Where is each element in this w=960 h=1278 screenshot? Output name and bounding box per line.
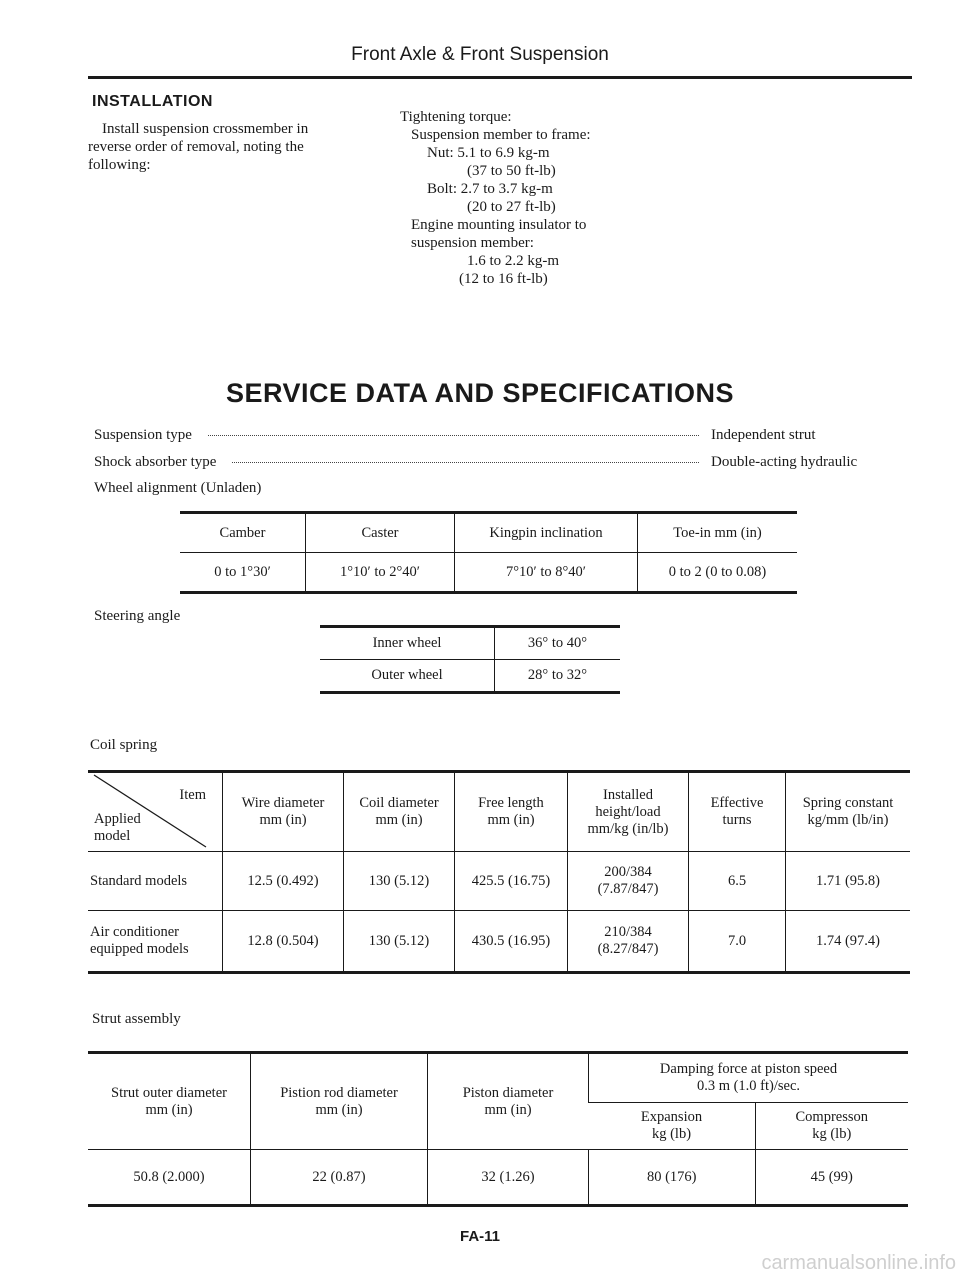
alignment-value: 0 to 2 (0 to 0.08) (638, 553, 798, 593)
alignment-value: 7°10′ to 8°40′ (455, 553, 638, 593)
header-line: Effective (710, 795, 764, 811)
corner-model-line: model (94, 828, 131, 844)
alignment-header: Camber (180, 513, 306, 553)
header-line: height/load (595, 803, 661, 820)
header-line: kg/mm (lb/in) (807, 812, 889, 828)
coil-diameter: 130 (5.12) (344, 911, 455, 973)
coil-spring-label: Coil spring (90, 737, 158, 753)
steering-outer-label: Outer wheel (320, 660, 495, 693)
installed-line: (7.87/847) (597, 881, 659, 897)
service-data-heading: SERVICE DATA AND SPECIFICATIONS (225, 378, 735, 408)
shock-absorber-row (94, 454, 869, 471)
torque-engine-value: 1.6 to 2.2 kg-m (467, 253, 560, 269)
table-row (88, 911, 910, 973)
torque-member-label: Suspension member to frame: (411, 127, 591, 143)
strut-assembly-table (88, 1051, 908, 1207)
header-line: mm (in) (487, 812, 535, 828)
installation-line: following: (88, 157, 151, 173)
header-line: kg (lb) (651, 1126, 692, 1142)
alignment-value: 0 to 1°30′ (180, 553, 306, 593)
suspension-type-label: Suspension type (94, 427, 192, 443)
strut-header-outer (88, 1053, 251, 1150)
header-rule (88, 76, 912, 79)
header-line: 0.3 m (1.0 ft)/sec. (696, 1078, 801, 1094)
installed-line: 210/384 (604, 924, 652, 940)
steering-inner-label: Inner wheel (320, 627, 495, 660)
table-row (88, 1150, 908, 1206)
steering-angle-table (320, 625, 620, 694)
header-line: mm (in) (145, 1101, 193, 1118)
header-line: Pistion rod diameter (280, 1084, 398, 1101)
torque-nut: Nut: 5.1 to 6.9 kg-m (427, 145, 550, 161)
strut-rod-value: 22 (0.87) (251, 1150, 428, 1206)
suspension-type-value: Independent strut (711, 427, 816, 443)
shock-absorber-label: Shock absorber type (94, 454, 217, 470)
coil-turns: 7.0 (689, 911, 786, 973)
torque-engine-label: Engine mounting insulator to (411, 217, 587, 233)
installation-heading: INSTALLATION (92, 93, 213, 110)
coil-wire: 12.5 (0.492) (223, 852, 344, 911)
corner-item-label: Item (179, 787, 206, 803)
installed-line: 200/384 (604, 864, 652, 880)
model-line: equipped models (90, 941, 189, 957)
watermark: carmanualsonline.info (761, 1252, 956, 1274)
strut-header-rod (251, 1053, 428, 1150)
coil-spring-table (88, 770, 910, 974)
header-line: turns (722, 812, 752, 828)
strut-assembly-label: Strut assembly (92, 1011, 181, 1027)
header-line: Wire diameter (241, 795, 325, 811)
steering-outer-value: 28° to 32° (495, 660, 621, 693)
tightening-torque-block (400, 108, 591, 288)
steering-angle-label: Steering angle (94, 608, 181, 624)
leader-dots (232, 462, 699, 463)
coil-installed (568, 852, 689, 911)
header-line: Damping force at piston speed (659, 1061, 838, 1077)
header-line: mm (in) (259, 812, 307, 828)
installation-line: reverse order of removal, noting the (88, 139, 304, 155)
torque-engine-ftlb: (12 to 16 ft-lb) (459, 271, 548, 287)
header-line: Strut outer diameter (111, 1084, 227, 1101)
strut-header-compression (755, 1103, 908, 1150)
coil-diameter: 130 (5.12) (344, 852, 455, 911)
strut-piston-value: 32 (1.26) (428, 1150, 589, 1206)
header-line: Compresson (795, 1109, 868, 1125)
page-header-title: Front Axle & Front Suspension (351, 44, 609, 65)
strut-header-expansion (589, 1103, 756, 1150)
model-line: Air conditioner (90, 924, 179, 940)
item-model-diagonal (88, 773, 222, 851)
leader-dots (208, 435, 699, 436)
header-line: mm (in) (375, 812, 423, 828)
coil-model: Standard models (88, 852, 223, 911)
coil-free-length: 430.5 (16.95) (455, 911, 568, 973)
wheel-alignment-table (180, 511, 797, 594)
installation-line: Install suspension crossmember in (102, 121, 309, 137)
page-number: FA-11 (459, 1228, 501, 1245)
header-line: mm (in) (484, 1101, 532, 1118)
coil-wire: 12.8 (0.504) (223, 911, 344, 973)
header-line: Expansion (640, 1109, 703, 1125)
header-line: Free length (478, 795, 544, 811)
coil-turns: 6.5 (689, 852, 786, 911)
header-line: Piston diameter (462, 1084, 554, 1101)
coil-header-free (455, 772, 568, 852)
strut-expansion-value: 80 (176) (589, 1150, 756, 1206)
torque-engine-label-2: suspension member: (411, 235, 534, 251)
coil-constant: 1.74 (97.4) (786, 911, 911, 973)
strut-header-damping (589, 1053, 909, 1103)
coil-model (88, 911, 223, 973)
alignment-header: Caster (306, 513, 455, 553)
alignment-header: Toe-in mm (in) (638, 513, 798, 553)
torque-bolt-ftlb: (20 to 27 ft-lb) (467, 199, 556, 215)
header-line: Spring constant (802, 795, 894, 811)
header-line: kg (lb) (812, 1126, 852, 1142)
header-line: mm (in) (315, 1101, 363, 1118)
strut-header-piston (428, 1053, 589, 1150)
coil-installed (568, 911, 689, 973)
alignment-header: Kingpin inclination (455, 513, 638, 553)
corner-applied-label (94, 811, 141, 845)
strut-outer-value: 50.8 (2.000) (88, 1150, 251, 1206)
coil-header-constant (786, 772, 911, 852)
coil-corner-cell (88, 772, 223, 852)
steering-inner-value: 36° to 40° (495, 627, 621, 660)
corner-applied-line: Applied (94, 811, 141, 827)
installed-line: (8.27/847) (597, 941, 659, 957)
header-line: Installed (603, 786, 653, 803)
coil-free-length: 425.5 (16.75) (455, 852, 568, 911)
header-line: Coil diameter (359, 795, 439, 811)
suspension-type-row (94, 427, 869, 444)
torque-bolt: Bolt: 2.7 to 3.7 kg-m (427, 181, 553, 197)
torque-title: Tightening torque: (400, 109, 512, 125)
wheel-alignment-label: Wheel alignment (Unladen) (94, 480, 262, 496)
coil-header-coil (344, 772, 455, 852)
coil-header-installed (568, 772, 689, 852)
torque-nut-ftlb: (37 to 50 ft-lb) (467, 163, 556, 179)
coil-constant: 1.71 (95.8) (786, 852, 911, 911)
alignment-value: 1°10′ to 2°40′ (306, 553, 455, 593)
header-line: mm/kg (in/lb) (587, 820, 669, 837)
coil-header-turns (689, 772, 786, 852)
table-row (88, 852, 910, 911)
installation-text (88, 120, 343, 174)
shock-absorber-value: Double-acting hydraulic (711, 454, 858, 470)
strut-compression-value: 45 (99) (755, 1150, 908, 1206)
coil-header-wire (223, 772, 344, 852)
